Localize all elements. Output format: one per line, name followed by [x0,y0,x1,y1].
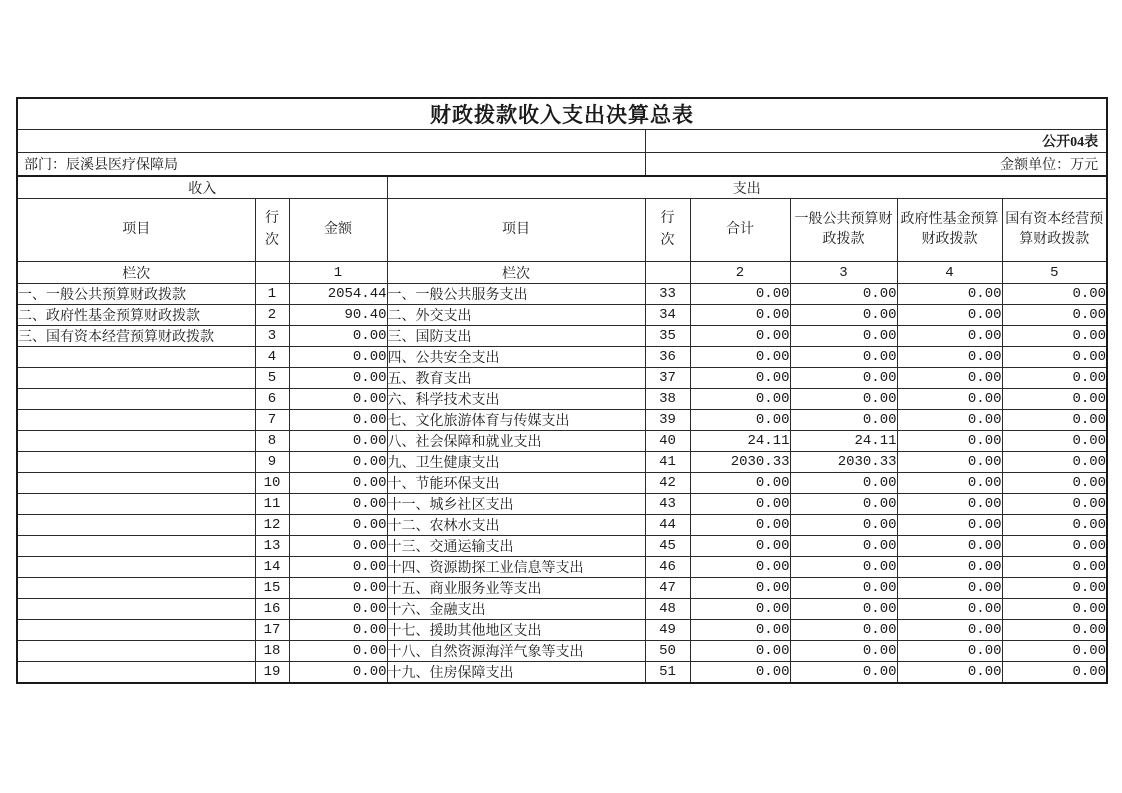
exp-item-header: 项目 [387,199,645,262]
exp-gov-fund-cell: 0.00 [897,389,1002,410]
exp-state-capital-cell: 0.00 [1002,515,1107,536]
income-line-cell: 8 [255,431,289,452]
exp-gov-fund-cell: 0.00 [897,620,1002,641]
exp-item-cell: 十、节能环保支出 [387,473,645,494]
income-amount-cell: 0.00 [289,389,387,410]
income-amount-cell: 0.00 [289,641,387,662]
data-rows-body [17,284,1107,684]
exp-total-cell: 0.00 [690,473,790,494]
exp-total-cell: 0.00 [690,515,790,536]
exp-general-cell: 0.00 [790,536,897,557]
table-row [17,662,1107,684]
exp-item-cell: 五、教育支出 [387,368,645,389]
table-row [17,536,1107,557]
exp-state-capital-cell: 0.00 [1002,410,1107,431]
expenditure-section-header: 支出 [387,176,1107,199]
income-amount-cell: 0.00 [289,431,387,452]
table-row [17,431,1107,452]
exp-total-cell: 0.00 [690,347,790,368]
income-item-cell [17,620,255,641]
exp-line-cell: 41 [645,452,690,473]
income-index-label: 栏次 [17,262,255,284]
income-amount-col-no: 1 [289,262,387,284]
exp-total-cell: 0.00 [690,641,790,662]
income-line-cell: 9 [255,452,289,473]
exp-item-cell: 八、社会保障和就业支出 [387,431,645,452]
exp-general-cell: 0.00 [790,326,897,347]
exp-gov-fund-cell: 0.00 [897,494,1002,515]
table-row [17,368,1107,389]
exp-general-cell: 0.00 [790,557,897,578]
exp-total-cell: 0.00 [690,662,790,684]
exp-item-cell: 十五、商业服务业等支出 [387,578,645,599]
income-line-header: 行次 [255,199,289,262]
exp-gov-fund-cell: 0.00 [897,473,1002,494]
exp-gov-fund-cell: 0.00 [897,599,1002,620]
income-item-cell [17,641,255,662]
income-line-cell: 14 [255,557,289,578]
empty-cell [255,262,289,284]
exp-total-cell: 0.00 [690,305,790,326]
exp-gov-fund-cell: 0.00 [897,452,1002,473]
exp-state-capital-cell: 0.00 [1002,473,1107,494]
exp-total-cell: 0.00 [690,494,790,515]
income-item-cell: 二、政府性基金预算财政拨款 [17,305,255,326]
exp-line-cell: 43 [645,494,690,515]
exp-general-cell: 0.00 [790,515,897,536]
exp-gov-fund-cell: 0.00 [897,662,1002,684]
income-amount-cell: 0.00 [289,536,387,557]
income-item-header: 项目 [17,199,255,262]
income-amount-cell: 0.00 [289,620,387,641]
income-line-cell: 7 [255,410,289,431]
table-row [17,410,1107,431]
exp-line-cell: 47 [645,578,690,599]
income-amount-cell: 0.00 [289,410,387,431]
exp-state-capital-col-no: 5 [1002,262,1107,284]
exp-state-capital-cell: 0.00 [1002,305,1107,326]
income-amount-cell: 0.00 [289,494,387,515]
income-item-cell [17,347,255,368]
exp-total-cell: 0.00 [690,557,790,578]
table-row [17,620,1107,641]
exp-state-capital-cell: 0.00 [1002,284,1107,305]
empty-cell [17,130,645,153]
income-amount-cell: 0.00 [289,662,387,684]
exp-gov-fund-col-no: 4 [897,262,1002,284]
exp-gov-fund-cell: 0.00 [897,557,1002,578]
exp-total-cell: 0.00 [690,578,790,599]
income-section-header: 收入 [17,176,387,199]
income-item-cell [17,536,255,557]
exp-total-cell: 24.11 [690,431,790,452]
exp-general-cell: 0.00 [790,368,897,389]
department-label: 部门：辰溪县医疗保障局 [17,153,645,177]
exp-general-cell: 24.11 [790,431,897,452]
income-line-cell: 11 [255,494,289,515]
exp-line-cell: 50 [645,641,690,662]
exp-line-header: 行次 [645,199,690,262]
exp-line-cell: 48 [645,599,690,620]
table-row [17,557,1107,578]
income-line-cell: 12 [255,515,289,536]
income-amount-cell: 0.00 [289,578,387,599]
exp-general-cell: 0.00 [790,284,897,305]
table-row [17,347,1107,368]
exp-state-capital-cell: 0.00 [1002,431,1107,452]
empty-cell [645,262,690,284]
income-item-cell [17,431,255,452]
table-row [17,515,1107,536]
income-amount-cell: 2054.44 [289,284,387,305]
income-amount-cell: 0.00 [289,515,387,536]
exp-state-capital-cell: 0.00 [1002,494,1107,515]
exp-item-cell: 六、科学技术支出 [387,389,645,410]
exp-total-cell: 0.00 [690,620,790,641]
income-line-cell: 13 [255,536,289,557]
exp-line-cell: 46 [645,557,690,578]
income-amount-cell: 0.00 [289,368,387,389]
income-item-cell [17,410,255,431]
income-line-cell: 10 [255,473,289,494]
exp-line-cell: 51 [645,662,690,684]
exp-general-cell: 0.00 [790,599,897,620]
income-item-cell [17,557,255,578]
department-row [17,153,1107,177]
exp-gov-fund-cell: 0.00 [897,536,1002,557]
income-line-cell: 18 [255,641,289,662]
income-item-cell [17,599,255,620]
table-row [17,473,1107,494]
exp-general-cell: 0.00 [790,662,897,684]
income-item-cell [17,662,255,684]
exp-gov-fund-cell: 0.00 [897,305,1002,326]
income-line-cell: 6 [255,389,289,410]
exp-state-capital-cell: 0.00 [1002,599,1107,620]
exp-total-cell: 0.00 [690,368,790,389]
exp-item-cell: 四、公共安全支出 [387,347,645,368]
exp-general-cell: 0.00 [790,578,897,599]
table-row [17,305,1107,326]
exp-general-cell: 0.00 [790,347,897,368]
exp-state-capital-cell: 0.00 [1002,620,1107,641]
table-number: 公开04表 [645,130,1107,153]
exp-gov-fund-cell: 0.00 [897,431,1002,452]
exp-state-capital-cell: 0.00 [1002,452,1107,473]
exp-item-cell: 三、国防支出 [387,326,645,347]
table-row [17,326,1107,347]
exp-general-cell: 0.00 [790,389,897,410]
exp-item-cell: 十六、金融支出 [387,599,645,620]
income-line-cell: 17 [255,620,289,641]
exp-gov-fund-cell: 0.00 [897,578,1002,599]
exp-state-capital-cell: 0.00 [1002,557,1107,578]
column-header-row [17,199,1107,262]
income-item-cell [17,515,255,536]
exp-line-cell: 45 [645,536,690,557]
income-item-cell: 三、国有资本经营预算财政拨款 [17,326,255,347]
exp-line-cell: 37 [645,368,690,389]
income-line-cell: 1 [255,284,289,305]
exp-general-cell: 0.00 [790,410,897,431]
table-row [17,578,1107,599]
exp-general-col-no: 3 [790,262,897,284]
exp-gov-fund-cell: 0.00 [897,326,1002,347]
exp-total-cell: 0.00 [690,536,790,557]
exp-item-cell: 九、卫生健康支出 [387,452,645,473]
income-item-cell [17,578,255,599]
exp-general-cell: 0.00 [790,494,897,515]
exp-gov-fund-cell: 0.00 [897,641,1002,662]
exp-line-cell: 42 [645,473,690,494]
exp-item-cell: 七、文化旅游体育与传媒支出 [387,410,645,431]
exp-state-capital-cell: 0.00 [1002,347,1107,368]
income-item-cell [17,452,255,473]
income-item-cell: 一、一般公共预算财政拨款 [17,284,255,305]
exp-gov-fund-header: 政府性基金预算财政拨款 [897,199,1002,262]
income-amount-header: 金额 [289,199,387,262]
exp-total-cell: 0.00 [690,410,790,431]
exp-item-cell: 十七、援助其他地区支出 [387,620,645,641]
income-amount-cell: 0.00 [289,347,387,368]
income-line-cell: 4 [255,347,289,368]
table-row [17,284,1107,305]
income-amount-cell: 0.00 [289,557,387,578]
income-item-cell [17,368,255,389]
exp-item-cell: 十九、住房保障支出 [387,662,645,684]
exp-line-cell: 40 [645,431,690,452]
exp-item-cell: 一、一般公共服务支出 [387,284,645,305]
exp-state-capital-header: 国有资本经营预算财政拨款 [1002,199,1107,262]
exp-state-capital-cell: 0.00 [1002,578,1107,599]
exp-total-cell: 2030.33 [690,452,790,473]
exp-gov-fund-cell: 0.00 [897,410,1002,431]
exp-gov-fund-cell: 0.00 [897,515,1002,536]
unit-label: 金额单位：万元 [645,153,1107,177]
exp-total-cell: 0.00 [690,389,790,410]
table-row [17,599,1107,620]
fiscal-summary-table [16,97,1108,684]
exp-total-header: 合计 [690,199,790,262]
title-row [17,98,1107,130]
exp-item-cell: 十八、自然资源海洋气象等支出 [387,641,645,662]
page-title: 财政拨款收入支出决算总表 [17,98,1107,130]
exp-state-capital-cell: 0.00 [1002,662,1107,684]
section-header-row [17,176,1107,199]
exp-item-cell: 十四、资源勘探工业信息等支出 [387,557,645,578]
exp-line-cell: 39 [645,410,690,431]
income-amount-cell: 0.00 [289,452,387,473]
exp-state-capital-cell: 0.00 [1002,326,1107,347]
income-amount-cell: 0.00 [289,326,387,347]
exp-state-capital-cell: 0.00 [1002,641,1107,662]
exp-general-cell: 0.00 [790,641,897,662]
exp-general-cell: 0.00 [790,305,897,326]
income-line-cell: 19 [255,662,289,684]
table-row [17,641,1107,662]
exp-state-capital-cell: 0.00 [1002,536,1107,557]
income-amount-cell: 0.00 [289,599,387,620]
exp-state-capital-cell: 0.00 [1002,368,1107,389]
income-item-cell [17,494,255,515]
exp-gov-fund-cell: 0.00 [897,347,1002,368]
exp-item-cell: 二、外交支出 [387,305,645,326]
income-item-cell [17,389,255,410]
income-line-cell: 15 [255,578,289,599]
table-row [17,389,1107,410]
income-line-cell: 16 [255,599,289,620]
exp-index-label: 栏次 [387,262,645,284]
table-row [17,494,1107,515]
exp-line-cell: 44 [645,515,690,536]
income-item-cell [17,473,255,494]
income-line-cell: 5 [255,368,289,389]
exp-line-cell: 36 [645,347,690,368]
exp-line-cell: 34 [645,305,690,326]
exp-general-cell: 2030.33 [790,452,897,473]
exp-total-cell: 0.00 [690,599,790,620]
exp-item-cell: 十一、城乡社区支出 [387,494,645,515]
table-number-row [17,130,1107,153]
exp-line-cell: 49 [645,620,690,641]
column-index-row [17,262,1107,284]
exp-item-cell: 十二、农林水支出 [387,515,645,536]
exp-gov-fund-cell: 0.00 [897,284,1002,305]
exp-general-cell: 0.00 [790,473,897,494]
exp-line-cell: 33 [645,284,690,305]
income-line-cell: 2 [255,305,289,326]
exp-general-budget-header: 一般公共预算财政拨款 [790,199,897,262]
table-row [17,452,1107,473]
exp-total-col-no: 2 [690,262,790,284]
exp-line-cell: 35 [645,326,690,347]
income-amount-cell: 90.40 [289,305,387,326]
income-line-cell: 3 [255,326,289,347]
exp-general-cell: 0.00 [790,620,897,641]
exp-item-cell: 十三、交通运输支出 [387,536,645,557]
income-amount-cell: 0.00 [289,473,387,494]
exp-total-cell: 0.00 [690,284,790,305]
exp-line-cell: 38 [645,389,690,410]
exp-state-capital-cell: 0.00 [1002,389,1107,410]
exp-gov-fund-cell: 0.00 [897,368,1002,389]
exp-total-cell: 0.00 [690,326,790,347]
